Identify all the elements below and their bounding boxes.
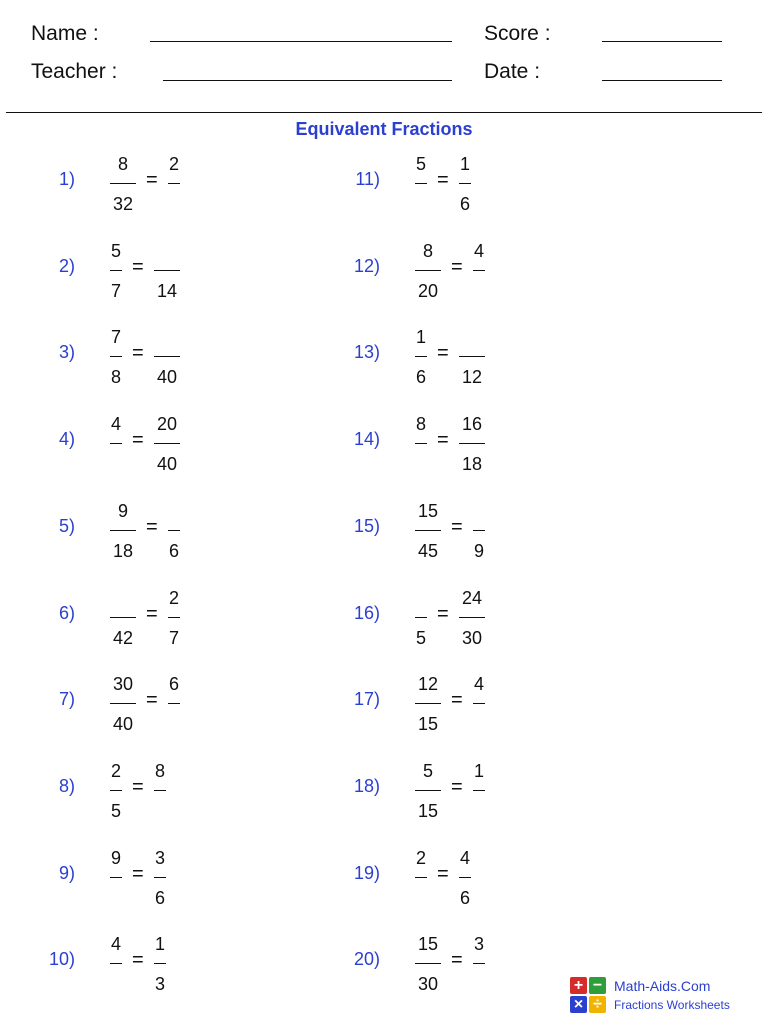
math-aids-logo [568,976,748,1016]
right-fraction [473,239,485,303]
score-label: Score : [484,22,551,45]
fraction-bar [415,270,441,271]
left-fraction [415,586,427,650]
equals-sign: = [451,775,463,798]
numerator [110,586,136,610]
numerator: 8 [415,414,426,435]
denominator [168,712,180,736]
plus-icon: + [570,977,587,994]
problem-number: 7) [58,689,75,710]
problem-number: 8) [58,775,75,796]
denominator: 45 [417,540,439,561]
denominator: 15 [417,800,439,821]
problem-number: 3) [58,342,75,363]
equals-sign: = [437,429,449,452]
right-fraction [459,586,485,650]
right-fraction [473,932,485,996]
fraction-bar [154,356,180,357]
fraction-bar [415,963,441,964]
fraction-bar [154,270,180,271]
problem-18 [355,759,575,823]
numerator: 2 [168,587,179,608]
fraction-bar [154,877,166,878]
equals-sign: = [132,429,144,452]
left-fraction [110,239,122,303]
numerator [154,239,180,263]
denominator: 5 [415,627,426,648]
fraction-bar [473,530,485,531]
problem-number: 9) [58,862,75,883]
left-fraction [110,586,136,650]
denominator: 18 [461,454,483,475]
equals-sign: = [132,255,144,278]
denominator [110,452,122,476]
left-fraction [415,499,441,563]
denominator: 6 [154,887,165,908]
problem-14 [355,412,575,476]
denominator: 42 [112,627,134,648]
denominator [473,279,485,303]
problem-20 [355,932,575,996]
teacher-label: Teacher : [31,60,118,83]
fraction-bar [473,790,485,791]
denominator [154,799,166,823]
numerator: 4 [473,674,484,695]
fraction-bar [110,270,122,271]
denominator: 18 [112,540,134,561]
denominator: 6 [415,367,426,388]
problem-number: 16) [353,602,380,623]
date-label: Date : [484,60,541,83]
denominator: 20 [417,280,439,301]
left-fraction [415,152,427,216]
date-line [602,80,722,81]
score-line [602,41,722,42]
left-fraction [415,325,427,389]
right-fraction [459,412,485,476]
denominator [473,712,485,736]
fraction-bar [459,356,485,357]
problem-5 [50,499,270,563]
equals-sign: = [132,862,144,885]
left-fraction [110,152,136,216]
numerator: 4 [473,240,484,261]
fraction-bar [168,703,180,704]
left-fraction [110,412,122,476]
numerator: 2 [168,154,179,174]
problem-number: 4) [58,429,75,450]
numerator: 8 [154,760,165,781]
problem-number: 6) [58,602,75,623]
fraction-bar [110,183,136,184]
left-fraction [415,846,427,910]
name-label: Name : [31,22,99,45]
equals-sign: = [437,342,449,365]
problem-number: 17) [353,689,380,710]
problem-8 [50,759,270,823]
problem-number: 20) [353,949,380,970]
problem-number: 19) [353,862,380,883]
numerator: 16 [461,414,483,435]
left-fraction [415,759,441,823]
denominator: 32 [112,194,134,214]
numerator: 3 [473,934,484,955]
problem-13 [355,325,575,389]
fraction-bar [110,877,122,878]
numerator: 1 [154,934,165,955]
times-icon: × [570,996,587,1013]
fraction-bar [415,703,441,704]
fraction-bar [473,963,485,964]
minus-icon: − [589,977,606,994]
header-divider [6,112,762,113]
equals-sign: = [132,342,144,365]
numerator: 2 [110,760,121,781]
numerator: 12 [417,674,439,695]
problem-number: 1) [58,169,75,189]
denominator: 5 [110,800,121,821]
equals-sign: = [451,949,463,972]
problem-2 [50,239,270,303]
right-fraction [154,325,180,389]
right-fraction [168,499,180,563]
right-fraction [168,672,180,736]
denominator: 14 [156,280,178,301]
divide-icon: ÷ [589,996,606,1013]
left-fraction [110,672,136,736]
equals-sign: = [146,689,158,712]
problem-3 [50,325,270,389]
denominator [168,192,180,216]
fraction-bar [110,617,136,618]
numerator [473,499,485,523]
numerator: 5 [422,760,433,781]
denominator: 7 [110,280,121,301]
numerator: 1 [473,760,484,781]
numerator: 2 [415,847,426,868]
denominator: 8 [110,367,121,388]
left-fraction [110,846,122,910]
right-fraction [168,586,180,650]
left-fraction [110,932,122,996]
problem-1 [50,152,270,216]
denominator: 40 [112,714,134,735]
fraction-bar [110,703,136,704]
equals-sign: = [451,689,463,712]
numerator: 1 [415,327,426,348]
right-fraction [473,759,485,823]
right-fraction [154,846,166,910]
problem-4 [50,412,270,476]
denominator [473,972,485,996]
fraction-bar [110,443,122,444]
right-fraction [154,412,180,476]
numerator [154,325,180,349]
denominator: 40 [156,454,178,475]
problem-6 [50,586,270,650]
fraction-bar [168,617,180,618]
problem-number: 14) [353,429,380,450]
left-fraction [415,932,441,996]
denominator [473,799,485,823]
equals-sign: = [132,949,144,972]
denominator: 9 [473,540,484,561]
fraction-bar [415,790,441,791]
numerator: 15 [417,500,439,521]
equals-sign: = [437,602,449,625]
fraction-bar [415,356,427,357]
teacher-line [163,80,452,81]
right-fraction [168,152,180,216]
right-fraction [154,239,180,303]
problem-17 [355,672,575,736]
denominator: 3 [154,974,165,995]
left-fraction [415,672,441,736]
problem-11 [355,152,575,216]
numerator: 6 [168,674,179,695]
logo-site-name: Math-Aids.Com [614,978,711,994]
denominator: 30 [417,974,439,995]
name-line [150,41,452,42]
numerator: 24 [461,587,483,608]
problem-number: 12) [353,255,380,276]
fraction-bar [459,183,471,184]
denominator: 30 [461,627,483,648]
fraction-bar [154,443,180,444]
fraction-bar [415,877,427,878]
fraction-bar [110,963,122,964]
left-fraction [415,412,427,476]
problem-9 [50,846,270,910]
denominator: 7 [168,627,179,648]
denominator: 6 [459,887,470,908]
fraction-bar [459,617,485,618]
numerator: 30 [112,674,134,695]
numerator [168,499,180,523]
denominator [415,452,427,476]
problem-15 [355,499,575,563]
equals-sign: = [451,255,463,278]
equals-sign: = [146,602,158,625]
denominator [110,886,122,910]
right-fraction [459,846,471,910]
problem-12 [355,239,575,303]
fraction-bar [154,790,166,791]
numerator: 9 [110,847,121,868]
numerator: 5 [415,154,426,174]
numerator: 7 [110,327,121,348]
fraction-bar [415,443,427,444]
numerator: 5 [110,240,121,261]
right-fraction [154,932,166,996]
numerator [459,325,485,349]
fraction-bar [415,617,427,618]
numerator: 1 [459,154,470,174]
problem-16 [355,586,575,650]
logo-subtitle: Fractions Worksheets [614,998,730,1012]
denominator [110,972,122,996]
problem-7 [50,672,270,736]
fraction-bar [415,183,427,184]
problem-19 [355,846,575,910]
equals-sign: = [451,515,463,538]
left-fraction [110,325,122,389]
numerator: 20 [156,414,178,435]
left-fraction [415,239,441,303]
denominator [415,192,427,216]
right-fraction [459,325,485,389]
problem-number: 13) [353,342,380,363]
numerator: 15 [417,934,439,955]
fraction-bar [110,530,136,531]
denominator: 6 [168,540,179,561]
numerator: 4 [110,414,121,435]
right-fraction [473,499,485,563]
denominator [415,886,427,910]
right-fraction [473,672,485,736]
worksheet-title: Equivalent Fractions [295,119,473,139]
fraction-bar [473,270,485,271]
numerator: 8 [422,240,433,261]
problem-number: 10) [48,949,75,970]
numerator [415,586,427,610]
fraction-bar [168,183,180,184]
right-fraction [459,152,471,216]
fraction-bar [168,530,180,531]
left-fraction [110,499,136,563]
left-fraction [110,759,122,823]
equals-sign: = [437,169,449,191]
problem-number: 15) [353,515,380,536]
numerator: 8 [117,154,128,174]
numerator: 3 [154,847,165,868]
fraction-bar [459,443,485,444]
denominator: 12 [461,367,483,388]
problem-number: 5) [58,515,75,536]
numerator: 9 [117,500,128,521]
equals-sign: = [437,862,449,885]
problem-number: 11) [355,169,380,189]
denominator: 40 [156,367,178,388]
numerator: 4 [110,934,121,955]
equals-sign: = [146,169,158,191]
numerator: 4 [459,847,470,868]
equals-sign: = [132,775,144,798]
fraction-bar [110,356,122,357]
right-fraction [154,759,166,823]
equals-sign: = [146,515,158,538]
fraction-bar [473,703,485,704]
fraction-bar [110,790,122,791]
fraction-bar [459,877,471,878]
problem-10 [50,932,270,996]
fraction-bar [415,530,441,531]
denominator: 6 [459,194,470,214]
denominator: 15 [417,714,439,735]
problem-number: 18) [353,775,380,796]
fraction-bar [154,963,166,964]
problem-number: 2) [58,255,75,276]
